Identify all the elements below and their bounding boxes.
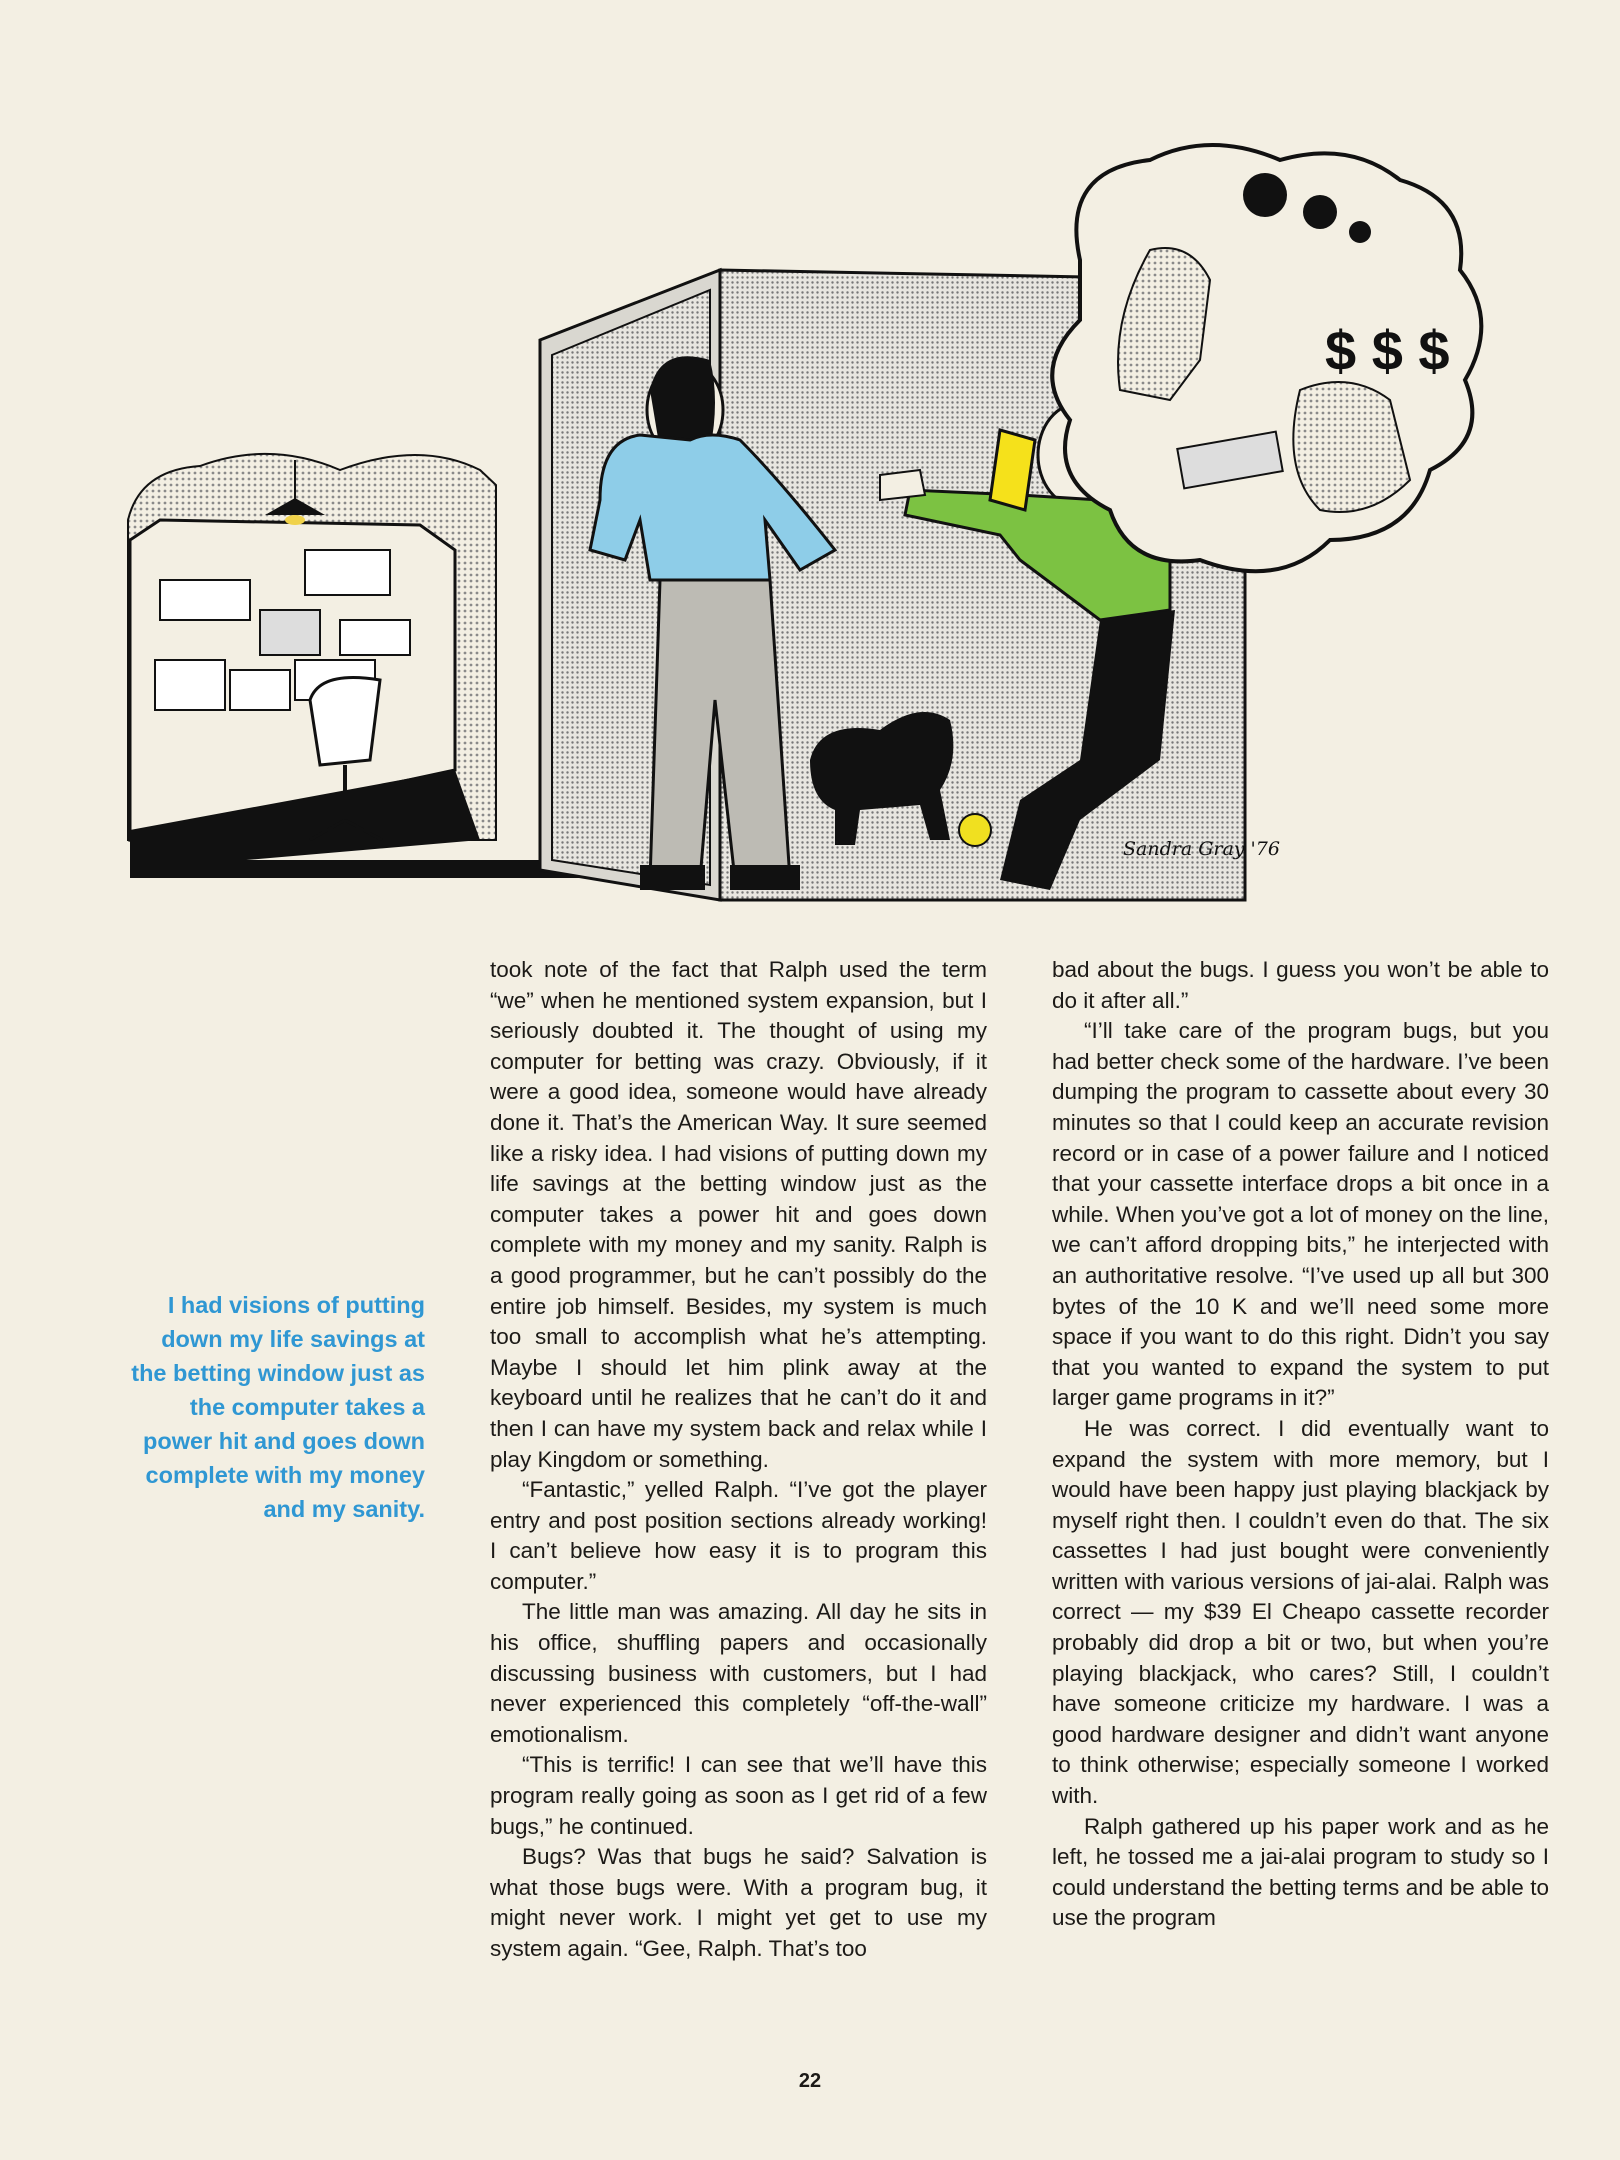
paragraph: “I’ll take care of the program bugs, but you had better check some of the hardware. I’ve been dumping the program to cassette about every 30 minutes so that I could keep an accurate revision record or in case of a power failure and I noticed that your cassette interface drops a bit once in a while. When you’ve got a lot of money on the line, we can’t afford dropping bits,” he interjected with an authoritative resolve. “I’ve used up all but 300 bytes of the 10 K and we’ll need some more space if you want to do this right. Didn’t you say that you wanted to expand the system to put larger game programs in it?” (1052, 1018, 1549, 1411)
article-column-1 (490, 955, 987, 1965)
artist-signature (1123, 838, 1280, 860)
dollar-signs: $ $ $ (1325, 319, 1450, 382)
cartoon-illustration (120, 140, 1590, 910)
paragraph: took note of the fact that Ralph used the term “we” when he mentioned system expansion, but I seriously doubted it. The thought of using my computer for betting was crazy. Obviously, if it were a good idea, someone would have already done it. That’s the American Way. It sure seemed like a risky idea. I had visions of putting down my life savings at the betting window just as the computer takes a power hit and goes down complete with my money and my sanity. Ralph is a good programmer, but he can’t possibly do the entire job himself. Besides, my system is much too small to accomplish what he’s attempting. Maybe I should let him plink away at the keyboard until he realizes that he can’t do it and then I can have my system back and relax while I play Kingdom or something. (490, 957, 987, 1472)
paragraph: Ralph gathered up his paper work and as he left, he tossed me a jai-alai program to study so I could understand the betting terms and be able to use the program (1052, 1813, 1549, 1931)
paragraph: Bugs? Was that bugs he said? Salvation is what those bugs were. With a program bug, it might never work. I might yet get to use my system again. “Gee, Ralph. That’s too (490, 1844, 987, 1961)
pull-quote: I had visions of putting down my life savings at the betting window just as the computer takes a power hit and goes down complete with my money and my sanity. (131, 1292, 425, 1522)
svg-text:Sandra Gray '76: Sandra Gray '76 (1123, 838, 1280, 860)
paragraph: “Fantastic,” yelled Ralph. “I’ve got the player entry and post position sections already working! I can’t believe how easy it is to program this computer.” (490, 1477, 987, 1594)
paragraph: He was correct. I did eventually want to expand the system with more memory, but I would have been happy just playing blackjack by myself right then. I couldn’t even do that. The six cassettes I had just bought were conveniently written with various versions of jai-alai. Ralph was correct — my $39 El Cheapo cassette recorder probably did drop a bit or two, but when you’re playing blackjack, who cares? Still, I couldn’t have someone criticize my hardware. I was a good hardware designer and didn’t want anyone to think otherwise; especially someone I worked with. (1052, 1415, 1549, 1809)
page-number: 22 (798, 2070, 822, 2092)
paragraph: bad about the bugs. I guess you won’t be able to do it after all.” (1052, 957, 1549, 1013)
paragraph: The little man was amazing. All day he sits in his office, shuffling papers and occasionally discussing business with customers, but I had never experienced this completely “off-the-wall” emotionalism. (490, 1599, 987, 1747)
thought-bubble (1052, 145, 1481, 571)
cartoon-drawing (120, 140, 1590, 910)
article-column-2 (1052, 955, 1549, 1934)
paragraph: “This is terrific! I can see that we’ll have this program really going as soon as I get rid of a few bugs,” he continued. (490, 1752, 987, 1839)
